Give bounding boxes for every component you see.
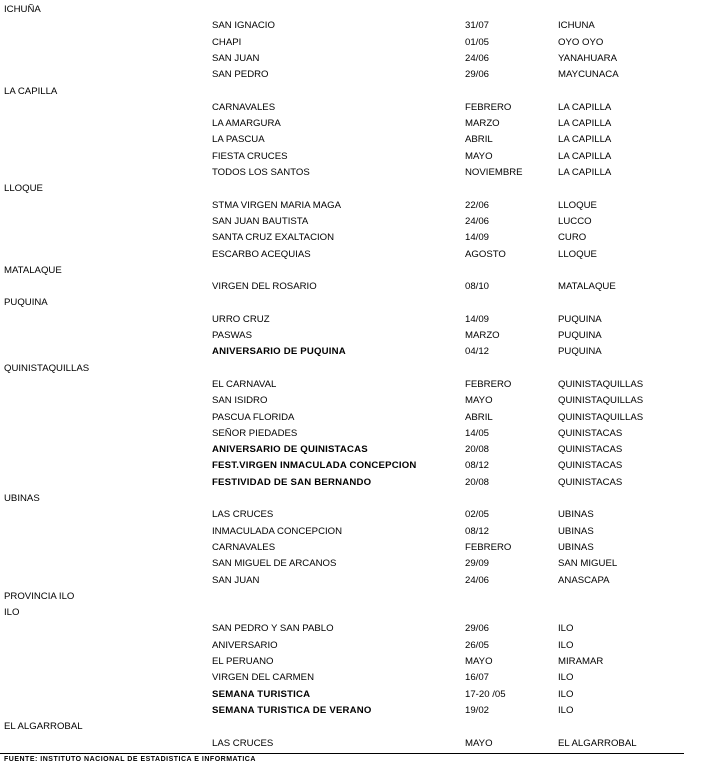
- festival-date: 17-20 /05: [465, 688, 506, 700]
- festival-date: 19/02: [465, 704, 490, 716]
- festival-date: 24/06: [465, 574, 490, 586]
- festival-row: [0, 35, 712, 51]
- festival-date: ABRIL: [465, 411, 493, 423]
- festival-date: 01/05: [465, 36, 490, 48]
- festival-date: 24/06: [465, 215, 490, 227]
- festival-name: SAN MIGUEL DE ARCANOS: [212, 558, 337, 570]
- festival-name: FIESTA CRUCES: [212, 150, 288, 162]
- festival-date: NOVIEMBRE: [465, 167, 523, 178]
- festival-date: 29/06: [465, 69, 490, 81]
- festival-row: [0, 149, 712, 165]
- festival-name: INMACULADA CONCEPCION: [212, 525, 343, 537]
- festival-row: [0, 703, 712, 719]
- festival-date: 24/06: [465, 52, 490, 64]
- festival-row: [0, 524, 712, 540]
- festival-date: MARZO: [465, 330, 500, 341]
- festival-name: CARNAVALES: [212, 101, 276, 113]
- festival-name: STMA VIRGEN MARIA MAGA: [212, 199, 342, 211]
- festival-place: LA CAPILLA: [558, 167, 612, 178]
- festival-place: ICHUNA: [558, 20, 595, 32]
- festival-row: [0, 393, 712, 409]
- festival-row: [0, 573, 712, 589]
- festival-place: LA CAPILLA: [558, 118, 612, 130]
- festival-place: ILO: [558, 672, 574, 684]
- festival-row: [0, 654, 712, 670]
- festival-row: [0, 540, 712, 556]
- festival-name: SANTA CRUZ EXALTACION: [212, 232, 335, 244]
- district-name: LA CAPILLA: [4, 85, 58, 97]
- festival-place: UBINAS: [558, 525, 594, 537]
- festival-name: CHAPI: [212, 36, 242, 48]
- festival-date: MAYO: [465, 737, 493, 749]
- festival-row: [0, 100, 712, 116]
- festival-date: 20/08: [465, 444, 490, 456]
- festival-place: SAN MIGUEL: [558, 558, 618, 570]
- festival-row: [0, 312, 712, 328]
- festival-place: QUINISTACAS: [558, 476, 623, 488]
- festival-row: [0, 426, 712, 442]
- festival-name: SEÑOR PIEDADES: [212, 427, 298, 439]
- festival-place: QUINISTACAS: [558, 427, 623, 439]
- festival-place: LUCCO: [558, 215, 592, 227]
- festival-name: CARNAVALES: [212, 541, 276, 553]
- festival-date: 04/12: [465, 346, 490, 358]
- festival-date: 29/06: [465, 623, 490, 635]
- festival-date: 26/05: [465, 639, 490, 651]
- festival-place: QUINISTACAS: [558, 444, 623, 456]
- festival-name: VIRGEN DEL CARMEN: [212, 672, 314, 684]
- festival-date: 14/09: [465, 313, 490, 325]
- festival-name: EL PERUANO: [212, 656, 274, 667]
- festival-row: [0, 344, 712, 360]
- festival-row: [0, 687, 712, 703]
- district-name: PROVINCIA ILO: [4, 590, 75, 602]
- festival-name: SAN JUAN BAUTISTA: [212, 215, 309, 227]
- festival-row: [0, 475, 712, 491]
- festival-name: FEST.VIRGEN INMACULADA CONCEPCION: [212, 460, 417, 472]
- festival-row: [0, 18, 712, 34]
- festival-date: 14/05: [465, 427, 490, 439]
- festival-name: SAN IGNACIO: [212, 20, 275, 32]
- festival-place: MATALAQUE: [558, 281, 616, 293]
- festival-place: ILO: [558, 639, 574, 651]
- festival-row: [0, 410, 712, 426]
- festival-place: ILO: [558, 704, 574, 716]
- festival-row: [0, 328, 712, 344]
- festival-name: PASCUA FLORIDA: [212, 411, 295, 423]
- festival-date: 22/06: [465, 199, 490, 211]
- festival-row: [0, 230, 712, 246]
- festival-name: SEMANA TURISTICA DE VERANO: [212, 704, 372, 716]
- festival-name: SAN PEDRO: [212, 69, 269, 81]
- festival-place: QUINISTACAS: [558, 460, 623, 472]
- source-footer: FUENTE: INSTITUTO NACIONAL DE ESTADISTICA E INFORMATICA: [4, 756, 256, 763]
- festival-name: LA AMARGURA: [212, 118, 281, 130]
- festival-row: [0, 638, 712, 654]
- festival-date: AGOSTO: [465, 248, 506, 260]
- festival-date: 29/09: [465, 558, 490, 570]
- district-name: ICHUÑA: [4, 4, 41, 15]
- festival-row: [0, 736, 712, 752]
- festival-place: MIRAMAR: [558, 656, 604, 667]
- festival-row: [0, 67, 712, 83]
- festival-place: QUINISTAQUILLAS: [558, 395, 644, 407]
- festival-row: [0, 670, 712, 686]
- festival-place: LLOQUE: [558, 248, 597, 260]
- festival-name: SAN PEDRO Y SAN PABLO: [212, 623, 334, 635]
- festival-date: 16/07: [465, 672, 490, 684]
- festival-date: 08/12: [465, 525, 490, 537]
- festival-row: [0, 214, 712, 230]
- festival-name: ESCARBO ACEQUIAS: [212, 248, 311, 260]
- festival-row: [0, 132, 712, 148]
- festival-name: SEMANA TURISTICA: [212, 688, 311, 700]
- festival-row: [0, 165, 712, 181]
- district-header: [0, 491, 712, 507]
- festival-place: CURO: [558, 232, 587, 244]
- festival-name: PASWAS: [212, 330, 252, 341]
- festival-name: SAN JUAN: [212, 52, 260, 64]
- festival-date: 08/10: [465, 281, 490, 293]
- district-name: MATALAQUE: [4, 264, 62, 276]
- festival-row: [0, 247, 712, 263]
- festival-row: [0, 556, 712, 572]
- festival-name: VIRGEN DEL ROSARIO: [212, 281, 317, 293]
- festival-place: LA CAPILLA: [558, 134, 612, 146]
- festival-name: ANIVERSARIO DE QUINISTACAS: [212, 444, 368, 456]
- festival-place: LA CAPILLA: [558, 150, 612, 162]
- festival-date: 20/08: [465, 476, 490, 488]
- festival-name: SAN ISIDRO: [212, 395, 268, 407]
- festival-row: [0, 621, 712, 637]
- festival-date: MARZO: [465, 118, 500, 130]
- festival-place: PUQUINA: [558, 346, 602, 358]
- festival-row: [0, 116, 712, 132]
- festival-date: FEBRERO: [465, 541, 512, 553]
- festival-date: 08/12: [465, 460, 490, 472]
- festival-row: [0, 51, 712, 67]
- festival-name: TODOS LOS SANTOS: [212, 167, 310, 178]
- festival-row: [0, 442, 712, 458]
- district-header: [0, 2, 712, 18]
- district-header: [0, 589, 712, 605]
- festival-date: 31/07: [465, 20, 490, 32]
- festival-place: PUQUINA: [558, 330, 602, 341]
- festival-row: [0, 198, 712, 214]
- festival-place: ILO: [558, 623, 574, 635]
- district-header: [0, 263, 712, 279]
- district-header: [0, 84, 712, 100]
- festival-name: LAS CRUCES: [212, 737, 274, 749]
- festival-name: ANIVERSARIO: [212, 639, 278, 651]
- festival-place: PUQUINA: [558, 313, 602, 325]
- festival-place: ILO: [558, 688, 574, 700]
- footer-rule: [0, 753, 684, 754]
- festival-date: ABRIL: [465, 134, 493, 146]
- festival-date: MAYO: [465, 395, 493, 407]
- festival-row: [0, 377, 712, 393]
- festival-name: FESTIVIDAD DE SAN BERNANDO: [212, 476, 372, 488]
- district-name: QUINISTAQUILLAS: [4, 362, 90, 374]
- festival-place: OYO OYO: [558, 36, 604, 48]
- festival-place: QUINISTAQUILLAS: [558, 378, 644, 390]
- festival-place: MAYCUNACA: [558, 69, 619, 81]
- festival-date: 02/05: [465, 509, 490, 521]
- festival-date: FEBRERO: [465, 378, 512, 390]
- festival-date: MAYO: [465, 656, 493, 667]
- festival-row: [0, 458, 712, 474]
- district-name: UBINAS: [4, 493, 40, 504]
- district-header: [0, 361, 712, 377]
- festival-place: QUINISTAQUILLAS: [558, 411, 644, 423]
- festival-date: MAYO: [465, 150, 493, 162]
- festival-name: LA PASCUA: [212, 134, 265, 146]
- festival-place: UBINAS: [558, 509, 594, 521]
- festival-name: SAN JUAN: [212, 574, 260, 586]
- festival-row: [0, 279, 712, 295]
- district-header: [0, 295, 712, 311]
- festival-place: UBINAS: [558, 541, 594, 553]
- festival-name: ANIVERSARIO DE PUQUINA: [212, 346, 346, 358]
- festival-place: LA CAPILLA: [558, 101, 612, 113]
- district-name: PUQUINA: [4, 297, 48, 309]
- district-header: [0, 181, 712, 197]
- festival-name: LAS CRUCES: [212, 509, 274, 521]
- festival-place: YANAHUARA: [558, 52, 617, 64]
- district-name: LLOQUE: [4, 183, 43, 195]
- district-name: EL ALGARROBAL: [4, 721, 83, 733]
- district-header: [0, 719, 712, 735]
- festival-place: LLOQUE: [558, 199, 597, 211]
- festival-date: 14/09: [465, 232, 490, 244]
- festival-date: FEBRERO: [465, 101, 512, 113]
- festival-name: URRO CRUZ: [212, 313, 270, 325]
- festival-row: [0, 507, 712, 523]
- district-name: ILO: [4, 607, 20, 619]
- festival-place: ANASCAPA: [558, 574, 610, 586]
- district-header: [0, 605, 712, 621]
- festival-place: EL ALGARROBAL: [558, 737, 637, 749]
- festival-name: EL CARNAVAL: [212, 378, 277, 390]
